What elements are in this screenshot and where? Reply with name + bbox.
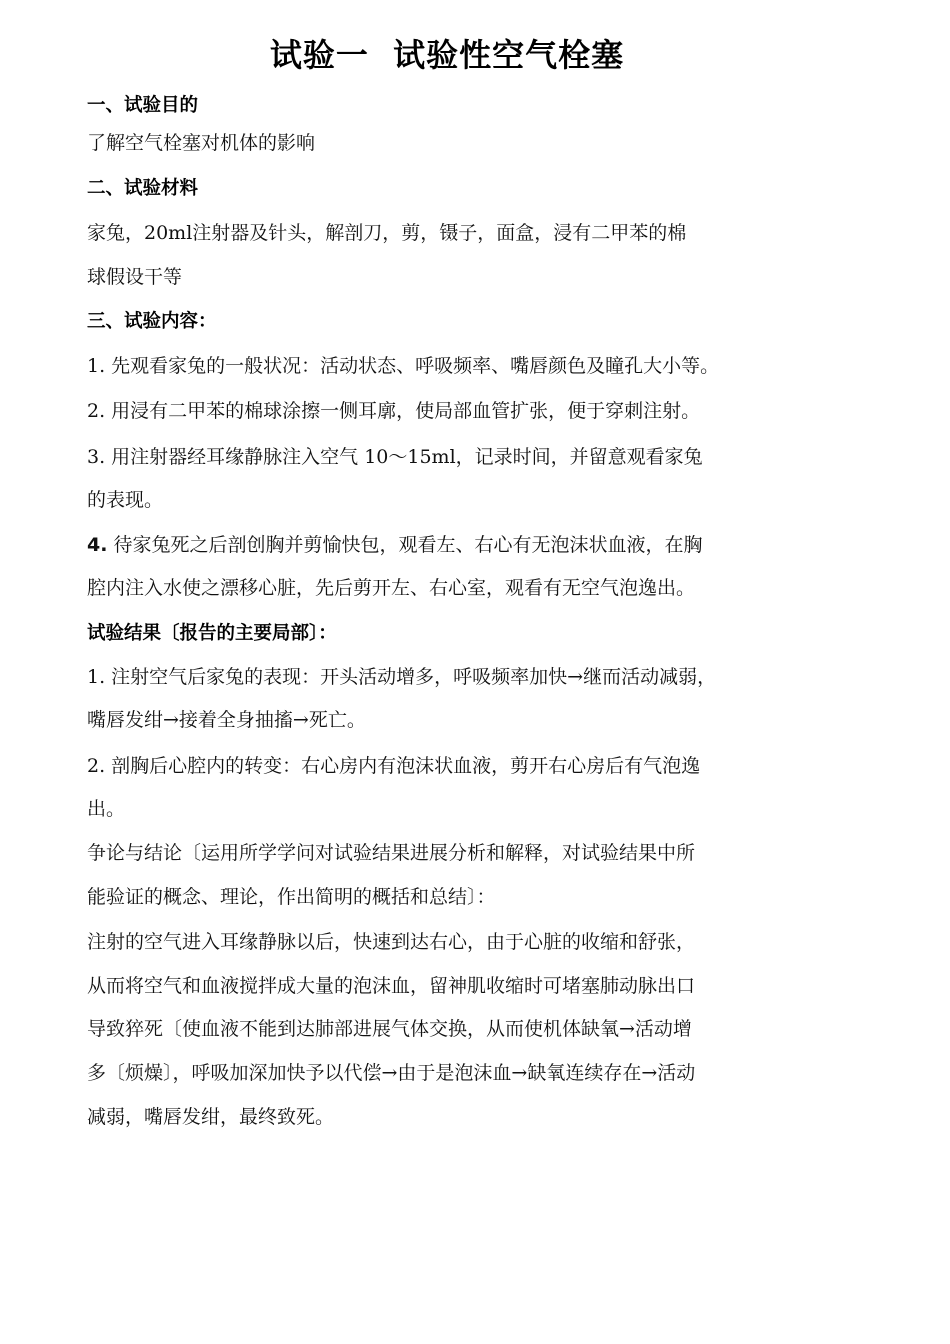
discussion-intro-line: 争论与结论〔运用所学学问对试验结果进展分析和解释，对试验结果中所 bbox=[87, 842, 696, 864]
content-step-4-line: 腔内注入水使之漂移心脏，先后剪开左、右心室，观看有无空气泡逸出。 bbox=[87, 577, 696, 599]
section-heading-purpose: 一、试验目的 bbox=[87, 95, 199, 116]
result-1-line: 嘴唇发绀→接着全身抽搐→死亡。 bbox=[87, 709, 366, 731]
discussion-paragraph-line: 注射的空气进入耳缘静脉以后，快速到达右心，由于心脏的收缩和舒张， bbox=[87, 931, 696, 953]
section-heading-results: 试验结果〔报告的主要局部〕： bbox=[87, 623, 337, 644]
result-2-line: 出。 bbox=[87, 798, 126, 820]
content-step-3-line: 的表现。 bbox=[87, 489, 164, 511]
discussion-intro-line: 能验证的概念、理论，作出简明的概括和总结〕： bbox=[87, 886, 496, 908]
discussion-paragraph-line: 从而将空气和血液搅拌成大量的泡沫血，留神肌收缩时可堵塞肺动脉出口 bbox=[87, 975, 696, 997]
purpose-text: 了解空气栓塞对机体的影响 bbox=[87, 132, 316, 154]
result-2-line: 2. 剖胸后心腔内的转变：右心房内有泡沫状血液，剪开右心房后有气泡逸 bbox=[87, 755, 701, 777]
section-heading-content: 三、试验内容： bbox=[87, 311, 217, 332]
discussion-paragraph-line: 导致猝死〔使血液不能到达肺部进展气体交换，从而使机体缺氧→活动增 bbox=[87, 1018, 692, 1040]
content-step-3-line: 3. 用注射器经耳缘静脉注入空气 10～15ml，记录时间，并留意观看家兔 bbox=[87, 446, 703, 468]
result-1-line: 1. 注射空气后家兔的表现：开头活动增多，呼吸频率加快→继而活动减弱， bbox=[87, 666, 717, 688]
step-4-text: 待家兔死之后剖创胸并剪愉快包，观看左、右心有无泡沫状血液，在胸 bbox=[107, 534, 703, 556]
content-step-1: 1. 先观看家兔的一般状况：活动状态、呼吸频率、嘴唇颜色及瞳孔大小等。 bbox=[87, 355, 720, 377]
materials-text-line: 家兔，20ml注射器及针头，解剖刀，剪，镊子，面盒，浸有二甲苯的棉 bbox=[87, 222, 687, 244]
materials-text-line: 球假设干等 bbox=[87, 266, 183, 288]
section-heading-materials: 二、试验材料 bbox=[87, 178, 199, 199]
content-step-2: 2. 用浸有二甲苯的棉球涂擦一侧耳廓，使局部血管扩张，便于穿刺注射。 bbox=[87, 400, 701, 422]
content-step-4-line bbox=[87, 532, 827, 558]
discussion-paragraph-line: 多〔烦燥〕，呼吸加深加快予以代偿→由于是泡沫血→缺氧连续存在→活动 bbox=[87, 1062, 696, 1084]
page-title: 试验一 试验性空气栓塞 bbox=[269, 36, 625, 74]
discussion-paragraph-line: 减弱，嘴唇发绀，最终致死。 bbox=[87, 1106, 335, 1128]
step-4-number: 4. bbox=[87, 534, 108, 556]
